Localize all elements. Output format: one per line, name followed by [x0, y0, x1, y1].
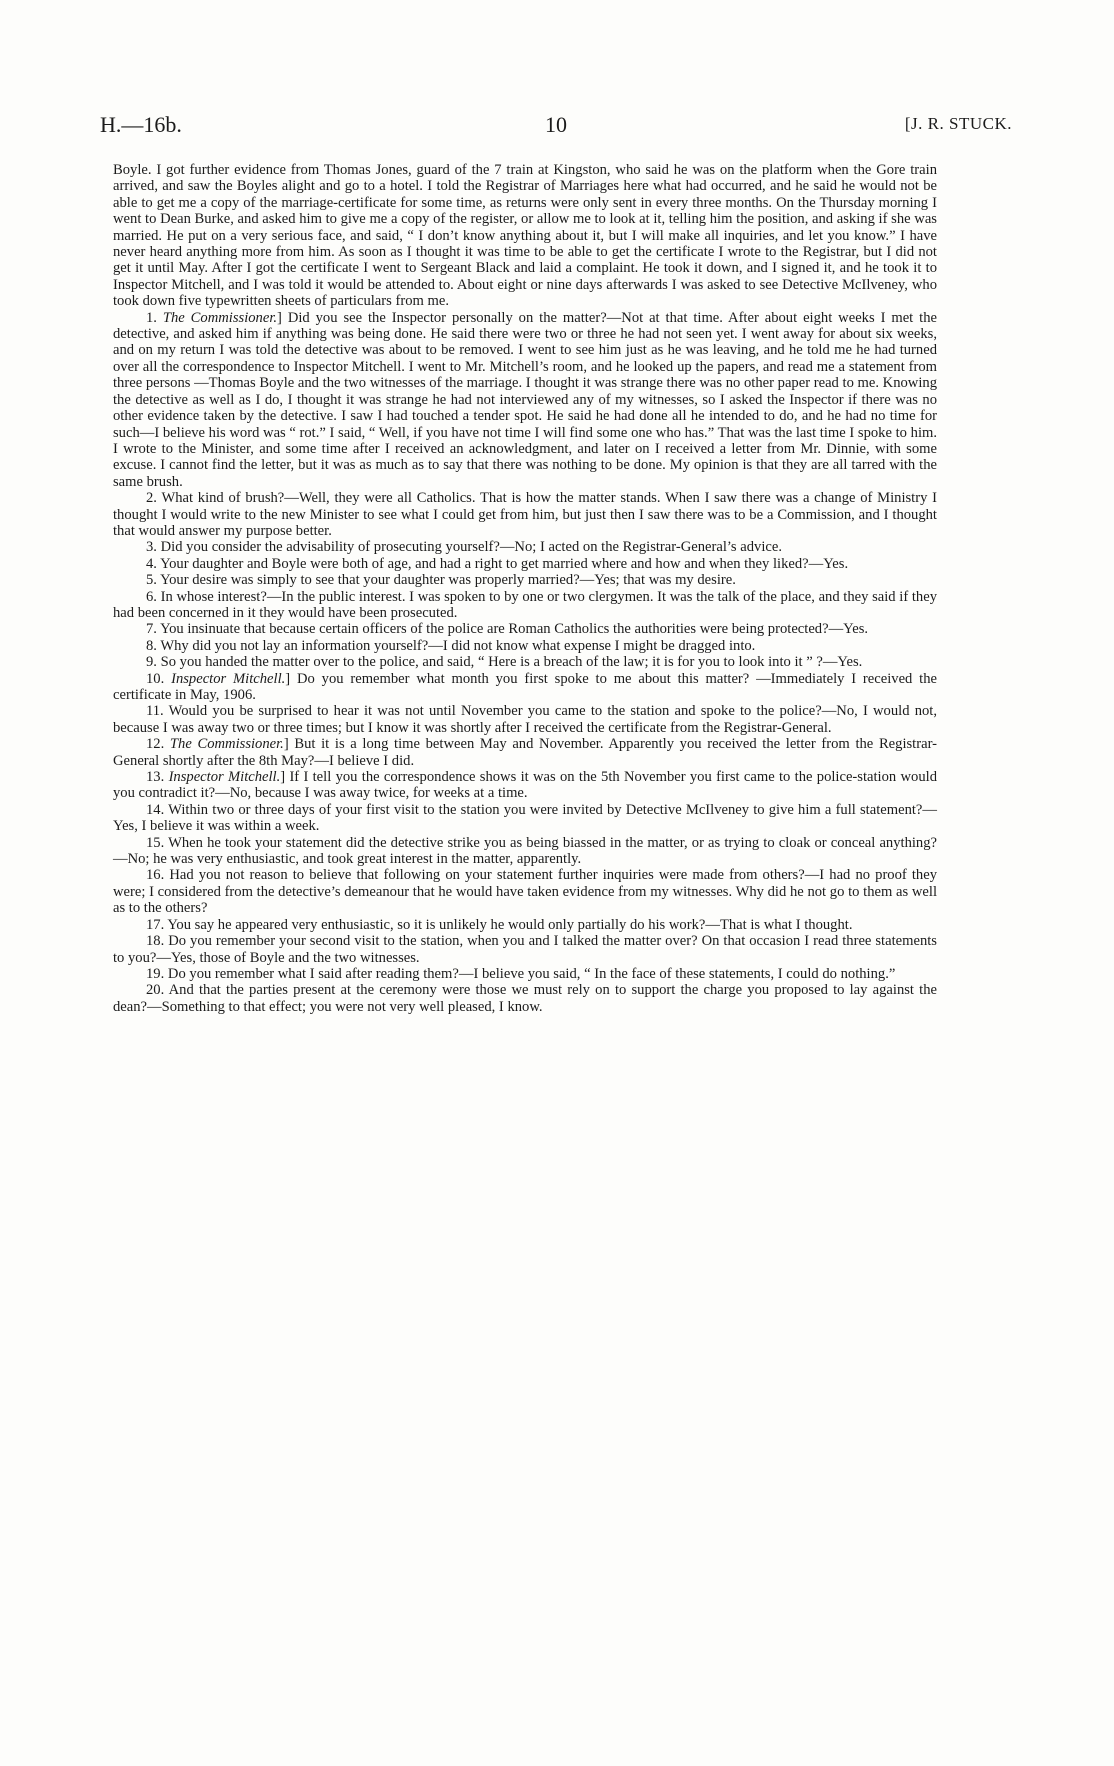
- question-18: 18. Do you remember your second visit to the station, when you and I talked the matter over? On that occasion I read three statements to you?—Yes, those of Boyle and the two witnesses.: [113, 933, 937, 966]
- witness-name: [J. R. STUCK.: [904, 114, 1012, 133]
- question-13: 13. Inspector Mitchell.] If I tell you the correspondence shows it was on the 5th November you first came to the police-station would you contradict it?—No, because I was away twice, for weeks at a time.: [113, 769, 937, 802]
- question-20: 20. And that the parties present at the ceremony were those we must rely on to support the charge you proposed to lay against the dean?—Something to that effect; you were not very well pleased, I know.: [113, 982, 938, 1015]
- question-12: 12. The Commissioner.] But it is a long time between May and November. Apparently you received the letter from the Registrar-General shortly after the 8th May?—I believe I did.: [113, 736, 937, 769]
- question-17: 17. You say he appeared very enthusiastic, so it is unlikely he would only partially do his work?—That is what I thought.: [146, 916, 853, 933]
- page-header: [100, 112, 1012, 142]
- question-19: 19. Do you remember what I said after reading them?—I believe you said, “ In the face of these statements, I could do nothing.”: [146, 965, 896, 982]
- question-3: 3. Did you consider the advisability of prosecuting yourself?—No; I acted on the Registrar-General’s advice.: [146, 539, 782, 556]
- question-9: 9. So you handed the matter over to the police, and said, “ Here is a breach of the law; it is for you to look into it ” ?—Yes.: [146, 654, 863, 671]
- paragraph-intro: Boyle. I got further evidence from Thomas Jones, guard of the 7 train at Kingston, who said he was on the platform when the Gore train arrived, and saw the Boyles alight and go to a hotel. I told the Registrar of Marriages here what had occurred, and he said he would not be able to get me a copy of the marriage-certificate for some time, as returns were only sent in every three months. On the Thursday morning I went to Dean Burke, and asked him to give me a copy of the register, or allow me to look at it, telling him the position, and asking if she was married. He put on a very serious face, and said, “ I don’t know anything about it, but I will make all inquiries, and let you know.” I have never heard anything more from him. As soon as I thought it was time to be able to get the certificate I wrote to the Registrar, but I did not get it until May. After I got the certificate I went to Sergeant Black and laid a complaint. He took it down, and I signed it, and he took it to Inspector Mitchell, and I was told it would be attended to. About eight or nine days afterwards I was asked to see Detective McIlveney, who took down five typewritten sheets of particulars from me.: [113, 162, 937, 310]
- document-body: [113, 162, 937, 1015]
- question-8: 8. Why did you not lay an information yourself?—I did not know what expense I might be dragged into.: [146, 637, 756, 654]
- question-16: 16. Had you not reason to believe that following on your statement further inquiries were made from others?—I had no proof they were; I considered from the detective’s demeanour that he would have taken evidence from my witnesses. Why did he not go to them as well as to the others?: [113, 867, 937, 917]
- document-reference: H.—16b.: [100, 112, 182, 137]
- question-15: 15. When he took your statement did the detective strike you as being biassed in the matter, or as trying to cloak or conceal anything?—No; he was very enthusiastic, and took great interest in the matter, apparently.: [113, 834, 937, 868]
- question-2: 2. What kind of brush?—Well, they were all Catholics. That is how the matter stands. When I saw there was a change of Ministry I thought I would write to the new Minister to see what I could get from him, but just then I saw there was to be a Commission, and I thought that would answer my purpose better.: [113, 490, 937, 539]
- question-10: 10. Inspector Mitchell.] Do you remember what month you first spoke to me about this matter? —Immediately I received the certificate in May, 1906.: [113, 670, 937, 703]
- page-number: 10: [545, 112, 567, 137]
- question-1: 1. The Commissioner.] Did you see the Inspector personally on the matter?—Not at that time. After about eight weeks I met the detective, and asked him if anything was being done. He said there were two or three he had not seen yet. I went away for about six weeks, and on my return I was told the detective was about to be removed. I went to see him just as he was leaving, and he told me he had turned over all the correspondence to Inspector Mitchell. I went to Mr. Mitchell’s room, and he looked up the papers, and read me a statement from three persons —Thomas Boyle and the two witnesses of the marriage. I thought it was strange there was no other paper read to me. Knowing the detective as well as I do, I thought it was strange he had not interviewed any of my witnesses, so I asked the Inspector if there was no other evidence taken by the detective. I saw I had touched a tender spot. He said he had done all he intended to do, and he had no time for such—I believe his word was “ rot.” I said, “ Well, if you have not time I will find some one who has.” That was the last time I spoke to him. I wrote to the Minister, and some time after I received an acknowledgment, and later on I received a letter from Mr. Dinnie, with some excuse. I cannot find the letter, but it was as much as to say that there was nothing to be done. My opinion is that they are all tarred with the same brush.: [113, 309, 937, 490]
- question-6: 6. In whose interest?—In the public interest. I was spoken to by one or two clergymen. It was the talk of the place, and they said if they had been concerned in it they would have been prosecuted.: [113, 588, 937, 621]
- question-11: 11. Would you be surprised to hear it was not until November you came to the station and spoke to the police?—No, I would not, because I was away two or three times; but I know it was shortly after I received the certificate from the Registrar-General.: [113, 703, 937, 736]
- question-7: 7. You insinuate that because certain officers of the police are Roman Catholics the authorities were being protected?—Yes.: [146, 621, 869, 638]
- question-5: 5. Your desire was simply to see that your daughter was properly married?—Yes; that was my desire.: [146, 572, 736, 589]
- question-4: 4. Your daughter and Boyle were both of age, and had a right to get married where and how and when they liked?—Yes.: [146, 555, 849, 572]
- question-14: 14. Within two or three days of your first visit to the station you were invited by Detective McIlveney to give him a full statement?—Yes, I believe it was within a week.: [113, 801, 937, 835]
